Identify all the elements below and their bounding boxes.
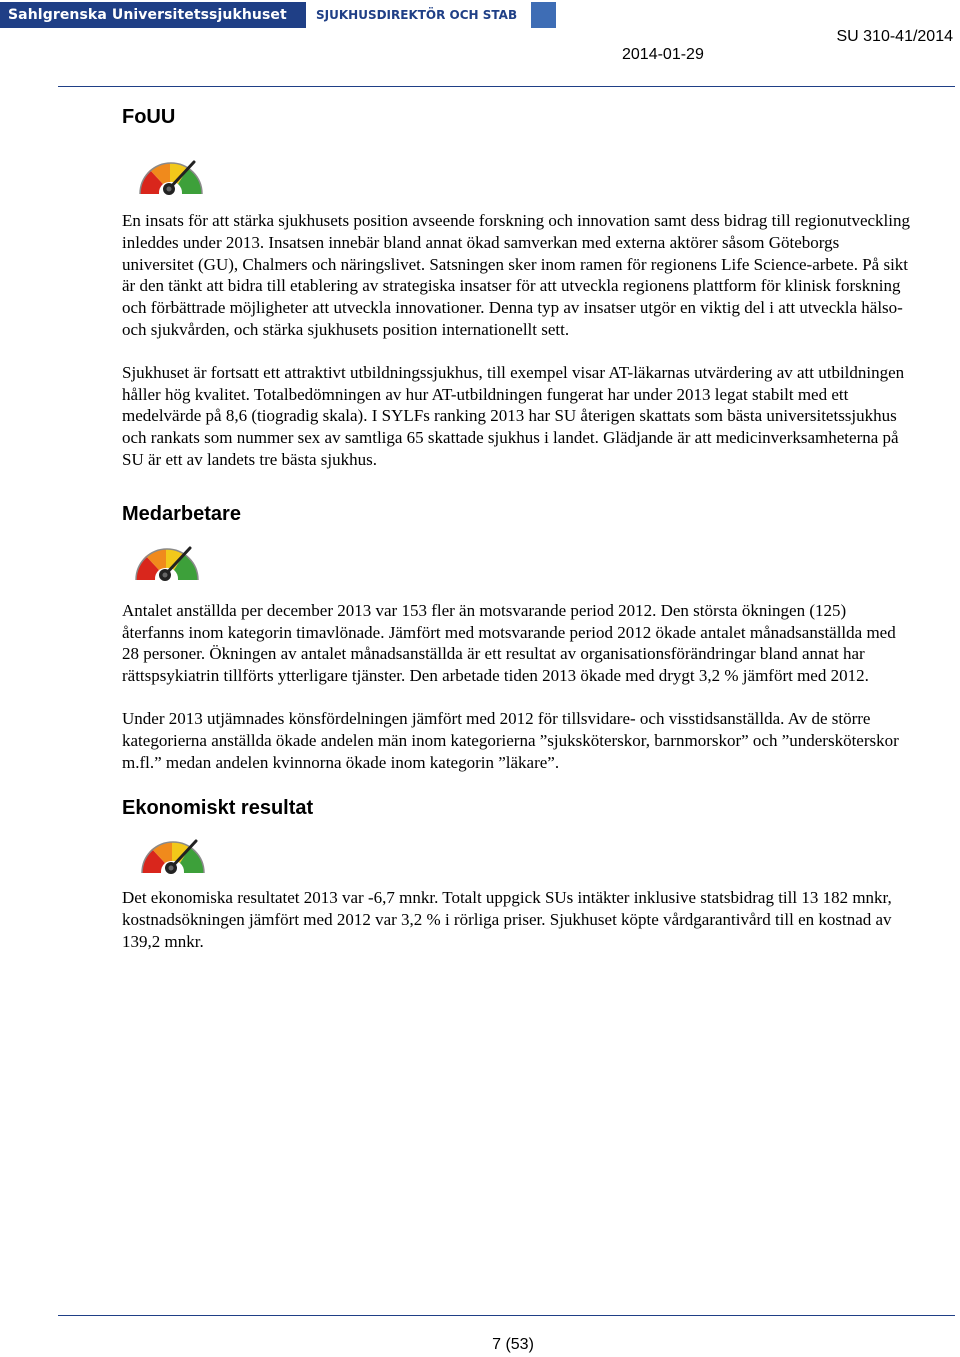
header-banner	[0, 0, 960, 28]
department-name: SJUKHUSDIREKTÖR OCH STAB	[306, 2, 530, 28]
speedometer-gauge-icon	[132, 536, 202, 584]
organization-name: Sahlgrenska Universitetssjukhuset	[0, 2, 306, 28]
section-title: Ekonomiskt resultat	[122, 797, 314, 820]
paragraph: Det ekonomiska resultatet 2013 var -6,7 mnkr. Totalt uppgick SUs intäkter inklusive statsbidrag till 13 182 mnkr, kostnadsökningen jämfört med 2012 var 3,2 % i rörliga priser. Sjukhuset köpte vårdgarantivård till en kostnad av 139,2 mnkr.	[122, 888, 892, 951]
paragraph: En insats för att stärka sjukhusets position avseende forskning och innovation samt dess bidrag till regionutveckling inleddes under 2013. Insatsen innebär bland annat ökad samverkan med externa aktörer såsom Göteborgs universitet (GU), Chalmers och näringslivet. Satsningen sker inom ramen för regionens Life Science-arbete. På sikt är den tänkt att bidra till etablering av strategiska insatser för att utveckla regionens plattform för klinisk forskning och förbättrade möjligheter att utveckla innovationer. Denna typ av insatser utgör en viktig del i att utveckla hälso- och sjukvården, och stärka sjukhusets position internationellt sett.	[122, 211, 911, 339]
paragraph: Under 2013 utjämnades könsfördelningen jämfört med 2012 för tillsvidare- och visstidsanställda. Av de större kategorierna anställda ökade andelen män inom kategorierna ”sjuksköterskor, barnmorskor” och ”undersköterskor m.fl.” medan andelen kvinnorna ökade inom kategorin ”läkare”.	[122, 708, 899, 772]
paragraph: Antalet anställda per december 2013 var 153 fler än motsvarande period 2012. Den största ökningen (125) återfanns inom kategorin timavlönade. Jämfört med motsvarande period 2012 ökade antalet månadsanställda med 28 personer. Ökningen av antalet månadsanställda är ett resultat av organisationsförändringar bland annat har rättspsykiatrin tillförts ytterligare tjänster. Den arbetade tiden 2013 ökade med drygt 3,2 % jämfört med 2012.	[122, 600, 896, 686]
section-medarbetare	[122, 501, 912, 774]
section-fouu	[122, 104, 912, 471]
paragraph: Sjukhuset är fortsatt ett attraktivt utbildningssjukhus, till exempel visar AT-läkarnas utvärdering av att utbildningen håller hög kvalitet. Totalbedömningen av hur AT-utbildningen fungerat har under 2013 legat stabilt med ett medelvärde på 8,6 (tiogradig skala). I SYLFs ranking 2013 har SU återigen skattats som bästa universitetssjukhus och rankats som nummer sex av samtliga 65 skattade sjukhus i landet. Glädjande är att medicinverksamheterna på SU är ett av landets tre bästa sjukhus.	[122, 362, 905, 469]
page-content	[122, 104, 912, 953]
document-date: 2014-01-29	[622, 46, 704, 63]
footer-divider	[58, 1315, 955, 1316]
section-ekonomiskt-resultat	[122, 795, 912, 952]
section-title: Medarbetare	[122, 502, 241, 525]
speedometer-gauge-icon	[138, 829, 208, 877]
banner-accent-block	[531, 2, 556, 28]
header-divider	[58, 86, 955, 87]
document-reference: SU 310-41/2014	[836, 28, 953, 45]
page-number: 7 (53)	[492, 1336, 534, 1353]
speedometer-gauge-icon	[136, 150, 206, 198]
section-title: FoUU	[122, 106, 176, 128]
